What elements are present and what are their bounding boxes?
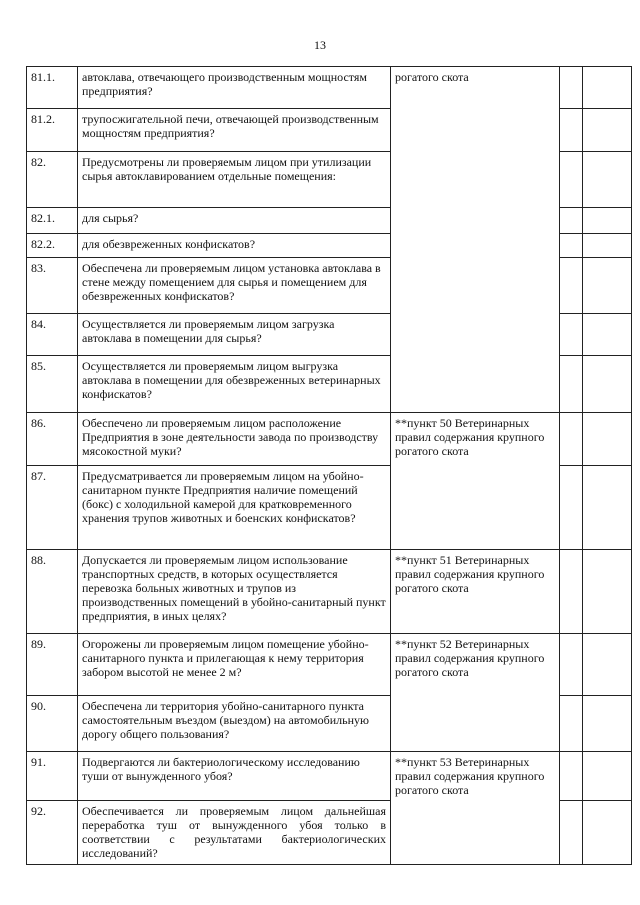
item-question: Обеспечено ли проверяемым лицом расположение Предприятия в зоне деятельности завода по производству мясокостной муки? — [78, 413, 391, 466]
answer-cell — [560, 234, 583, 258]
answer-cell — [560, 752, 583, 801]
item-reference — [391, 234, 560, 258]
comment-cell — [583, 800, 632, 864]
item-reference — [391, 258, 560, 314]
table-row — [27, 152, 632, 208]
item-number: 90. — [27, 696, 78, 752]
item-question: для сырья? — [78, 208, 391, 234]
comment-cell — [583, 152, 632, 208]
table-row — [27, 413, 632, 466]
item-reference: рогатого скота — [391, 67, 560, 109]
item-number: 92. — [27, 800, 78, 864]
item-question: Осуществляется ли проверяемым лицом выгрузка автоклава в помещении для обезвреженных ветеринарных конфискатов? — [78, 356, 391, 413]
item-reference — [391, 800, 560, 864]
table-row — [27, 696, 632, 752]
table-row — [27, 800, 632, 864]
table-row — [27, 356, 632, 413]
item-number: 82.1. — [27, 208, 78, 234]
checklist-table — [26, 66, 632, 865]
answer-cell — [560, 413, 583, 466]
item-reference — [391, 696, 560, 752]
answer-cell — [560, 800, 583, 864]
item-question: Осуществляется ли проверяемым лицом загрузка автоклава в помещении для сырья? — [78, 314, 391, 356]
answer-cell — [560, 208, 583, 234]
comment-cell — [583, 314, 632, 356]
comment-cell — [583, 634, 632, 696]
item-question: автоклава, отвечающего производственным мощностям предприятия? — [78, 67, 391, 109]
comment-cell — [583, 696, 632, 752]
table-row — [27, 67, 632, 109]
item-number: 83. — [27, 258, 78, 314]
item-reference: **пункт 52 Ветеринарных правил содержания крупного рогатого скота — [391, 634, 560, 696]
table-row — [27, 550, 632, 634]
comment-cell — [583, 356, 632, 413]
item-reference: **пункт 53 Ветеринарных правил содержания крупного рогатого скота — [391, 752, 560, 801]
item-number: 81.2. — [27, 109, 78, 152]
item-reference: **пункт 51 Ветеринарных правил содержания крупного рогатого скота — [391, 550, 560, 634]
answer-cell — [560, 67, 583, 109]
item-number: 91. — [27, 752, 78, 801]
answer-cell — [560, 466, 583, 550]
answer-cell — [560, 634, 583, 696]
comment-cell — [583, 234, 632, 258]
item-reference — [391, 208, 560, 234]
item-number: 82. — [27, 152, 78, 208]
table-row — [27, 752, 632, 801]
item-question: Обеспечивается ли проверяемым лицом дальнейшая переработка туш от вынужденного убоя только в соответствии с результатами бактериологических исследований? — [78, 800, 391, 864]
comment-cell — [583, 752, 632, 801]
item-number: 85. — [27, 356, 78, 413]
table-row — [27, 208, 632, 234]
comment-cell — [583, 258, 632, 314]
answer-cell — [560, 258, 583, 314]
item-number: 89. — [27, 634, 78, 696]
answer-cell — [560, 109, 583, 152]
item-number: 84. — [27, 314, 78, 356]
answer-cell — [560, 314, 583, 356]
table-row — [27, 109, 632, 152]
item-reference — [391, 109, 560, 152]
item-reference: **пункт 50 Ветеринарных правил содержания крупного рогатого скота — [391, 413, 560, 466]
item-question: Обеспечена ли проверяемым лицом установка автоклава в стене между помещением для сырья и помещением для обезвреженных конфискатов? — [78, 258, 391, 314]
page-number: 13 — [314, 38, 326, 52]
item-reference — [391, 356, 560, 413]
table-row — [27, 314, 632, 356]
answer-cell — [560, 550, 583, 634]
item-question: Допускается ли проверяемым лицом использование транспортных средств, в которых осуществляется перевозка больных животных и трупов из производственных помещений в убойно-санитарный пункт предприятия, в иных целях? — [78, 550, 391, 634]
item-reference — [391, 466, 560, 550]
item-question: Предусмотрены ли проверяемым лицом при утилизации сырья автоклавированием отдельные помещения: — [78, 152, 391, 208]
item-question: для обезвреженных конфискатов? — [78, 234, 391, 258]
item-question: Подвергаются ли бактериологическому исследованию туши от вынужденного убоя? — [78, 752, 391, 801]
table-row — [27, 634, 632, 696]
answer-cell — [560, 356, 583, 413]
item-reference — [391, 314, 560, 356]
answer-cell — [560, 152, 583, 208]
item-question: Предусматривается ли проверяемым лицом на убойно-санитарном пункте Предприятия наличие помещений (бокс) с холодильной камерой для кратковременного хранения трупов животных и боенских конфискатов? — [78, 466, 391, 550]
answer-cell — [560, 696, 583, 752]
comment-cell — [583, 208, 632, 234]
item-number: 87. — [27, 466, 78, 550]
comment-cell — [583, 466, 632, 550]
item-question: трупосжигательной печи, отвечающей производственным мощностям предприятия? — [78, 109, 391, 152]
item-number: 82.2. — [27, 234, 78, 258]
item-number: 81.1. — [27, 67, 78, 109]
item-number: 86. — [27, 413, 78, 466]
table-row — [27, 258, 632, 314]
item-reference — [391, 152, 560, 208]
table-row — [27, 466, 632, 550]
comment-cell — [583, 550, 632, 634]
comment-cell — [583, 67, 632, 109]
table-row — [27, 234, 632, 258]
comment-cell — [583, 413, 632, 466]
item-question: Огорожены ли проверяемым лицом помещение убойно-санитарного пункта и прилегающая к нему территория забором высотой не менее 2 м? — [78, 634, 391, 696]
item-number: 88. — [27, 550, 78, 634]
item-question: Обеспечена ли территория убойно-санитарного пункта самостоятельным въездом (выездом) на автомобильную дорогу общего пользования? — [78, 696, 391, 752]
comment-cell — [583, 109, 632, 152]
